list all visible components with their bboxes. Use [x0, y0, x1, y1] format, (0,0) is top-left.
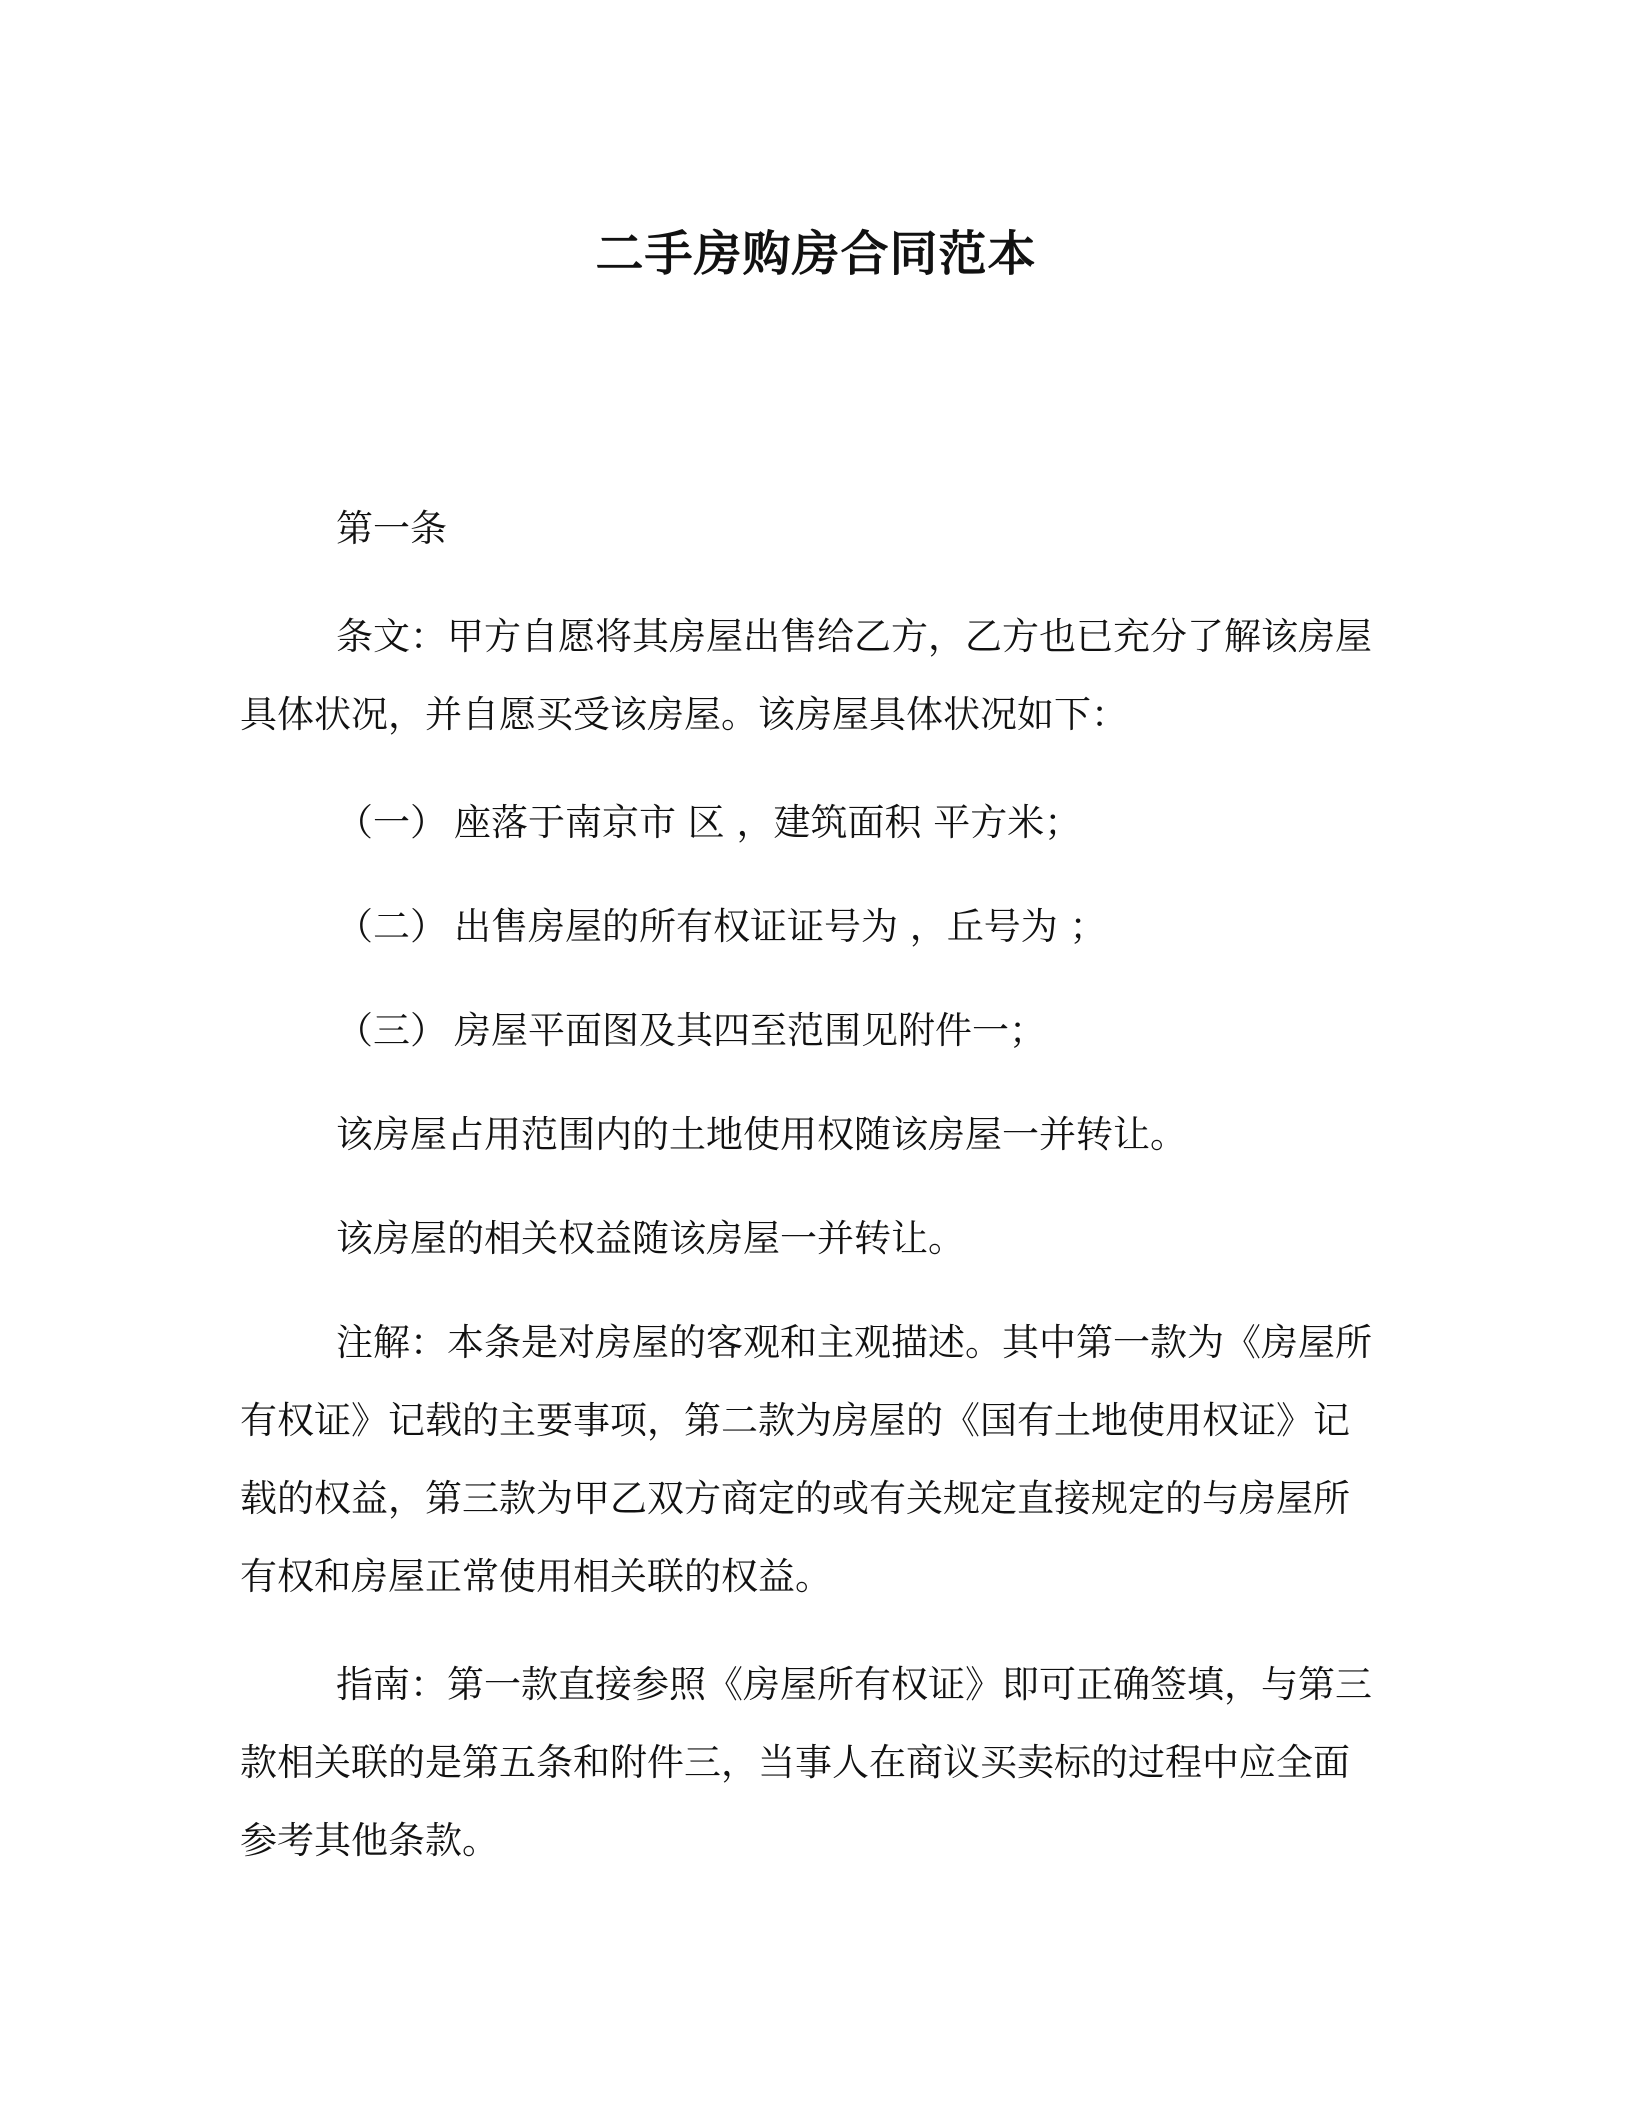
item-number: （一）	[336, 801, 447, 844]
document-title: 二手房购房合同范本	[595, 226, 1037, 282]
item-number: （二）	[336, 905, 447, 948]
item-number: （三）	[336, 1009, 447, 1052]
list-item	[240, 888, 1380, 966]
document-body	[240, 490, 1380, 1880]
article-heading: 第一条	[336, 507, 447, 550]
clause-paragraph: 条文：甲方自愿将其房屋出售给乙方，乙方也已充分了解该房屋具体状况，并自愿买受该房屋。该房屋具体状况如下：	[240, 615, 1372, 736]
item-text: 房屋平面图及其四至范围见附件一；	[454, 1009, 1046, 1052]
list-item	[240, 992, 1380, 1070]
item-text: 座落于南京市 区 ，建筑面积 平方米；	[454, 801, 1082, 844]
guide-paragraph: 指南：第一款直接参照《房屋所有权证》即可正确签填，与第三款相关联的是第五条和附件三，当事人在商议买卖标的过程中应全面参考其他条款。	[240, 1663, 1372, 1862]
rights-paragraph: 该房屋的相关权益随该房屋一并转让。	[336, 1217, 965, 1260]
note-paragraph: 注解：本条是对房屋的客观和主观描述。其中第一款为《房屋所有权证》记载的主要事项，第二款为房屋的《国有土地使用权证》记载的权益，第三款为甲乙双方商定的或有关规定直接规定的与房屋所有权和房屋正常使用相关联的权益。	[240, 1321, 1372, 1598]
land-use-paragraph: 该房屋占用范围内的土地使用权随该房屋一并转让。	[336, 1113, 1187, 1156]
list-item	[240, 784, 1380, 862]
item-text: 出售房屋的所有权证证号为 ，丘号为 ；	[454, 905, 1107, 948]
